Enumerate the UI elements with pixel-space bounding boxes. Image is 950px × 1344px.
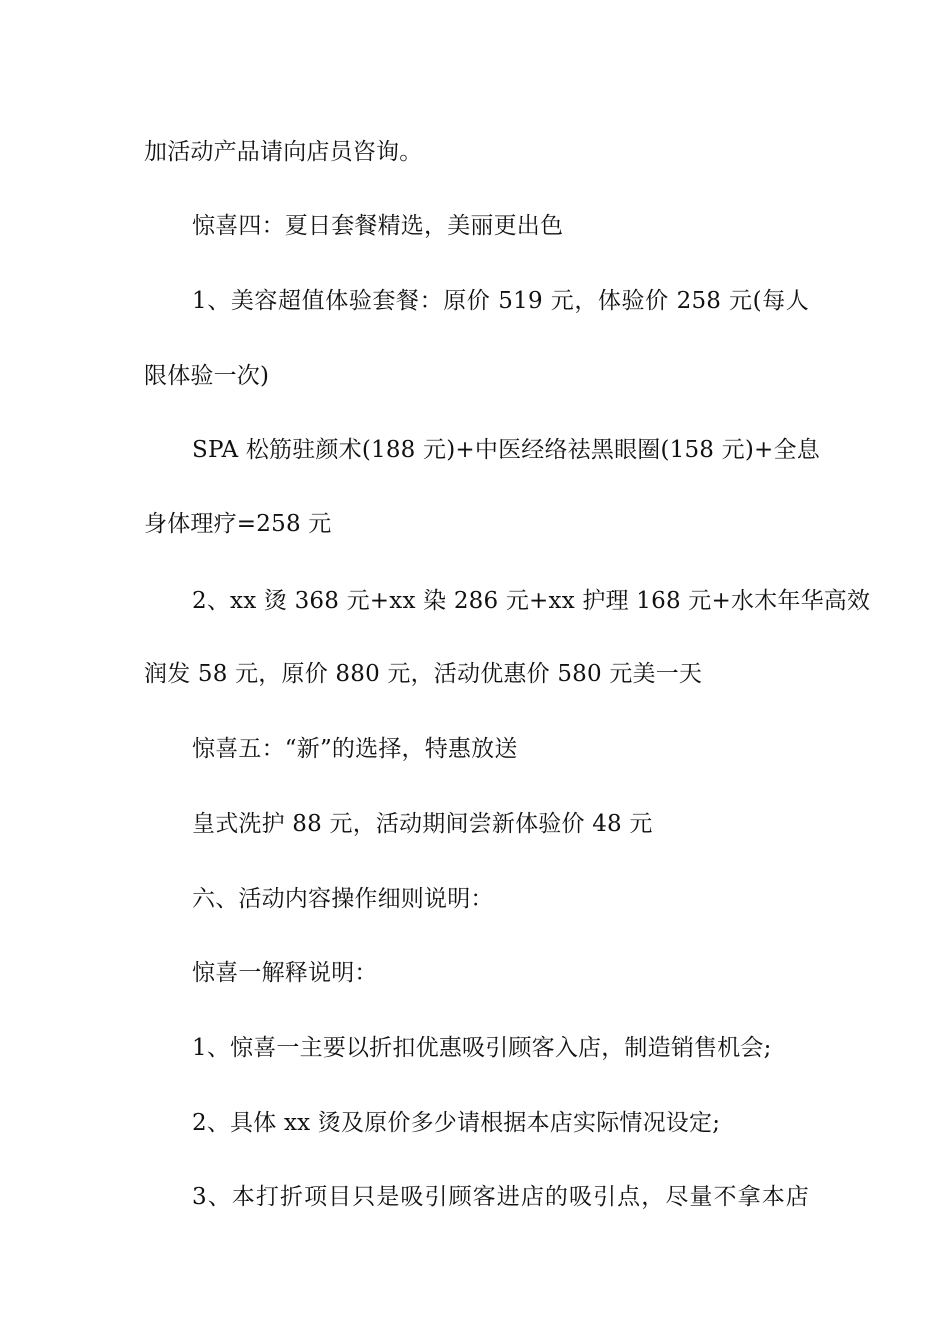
text-line-15: 3、本打折项目只是吸引顾客进店的吸引点，尽量不拿本店	[192, 1184, 809, 1210]
text-line-10: 皇式洗护 88 元，活动期间尝新体验价 48 元	[192, 811, 653, 837]
text-line-2: 惊喜四：夏日套餐精选，美丽更出色	[192, 213, 564, 239]
text-line-6: 身体理疗=258 元	[144, 511, 332, 537]
text-line-13: 1、惊喜一主要以折扣优惠吸引顾客入店，制造销售机会;	[192, 1035, 772, 1061]
text-line-1: 加活动产品请向店员咨询。	[144, 139, 423, 165]
text-line-5: SPA 松筋驻颜术(188 元)+中医经络祛黑眼圈(158 元)+全息	[192, 437, 820, 463]
text-line-11: 六、活动内容操作细则说明：	[192, 886, 494, 912]
text-line-14: 2、具体 xx 烫及原价多少请根据本店实际情况设定;	[192, 1110, 721, 1136]
text-line-12: 惊喜一解释说明：	[192, 960, 378, 986]
text-line-7: 2、xx 烫 368 元+xx 染 286 元+xx 护理 168 元+水木年华高效	[192, 588, 871, 614]
text-line-8: 润发 58 元，原价 880 元，活动优惠价 580 元美一天	[144, 661, 703, 687]
text-line-3: 1、美容超值体验套餐：原价 519 元，体验价 258 元(每人	[192, 288, 809, 314]
text-line-9: 惊喜五：“新”的选择，特惠放送	[192, 736, 518, 762]
text-line-4: 限体验一次)	[144, 363, 270, 389]
